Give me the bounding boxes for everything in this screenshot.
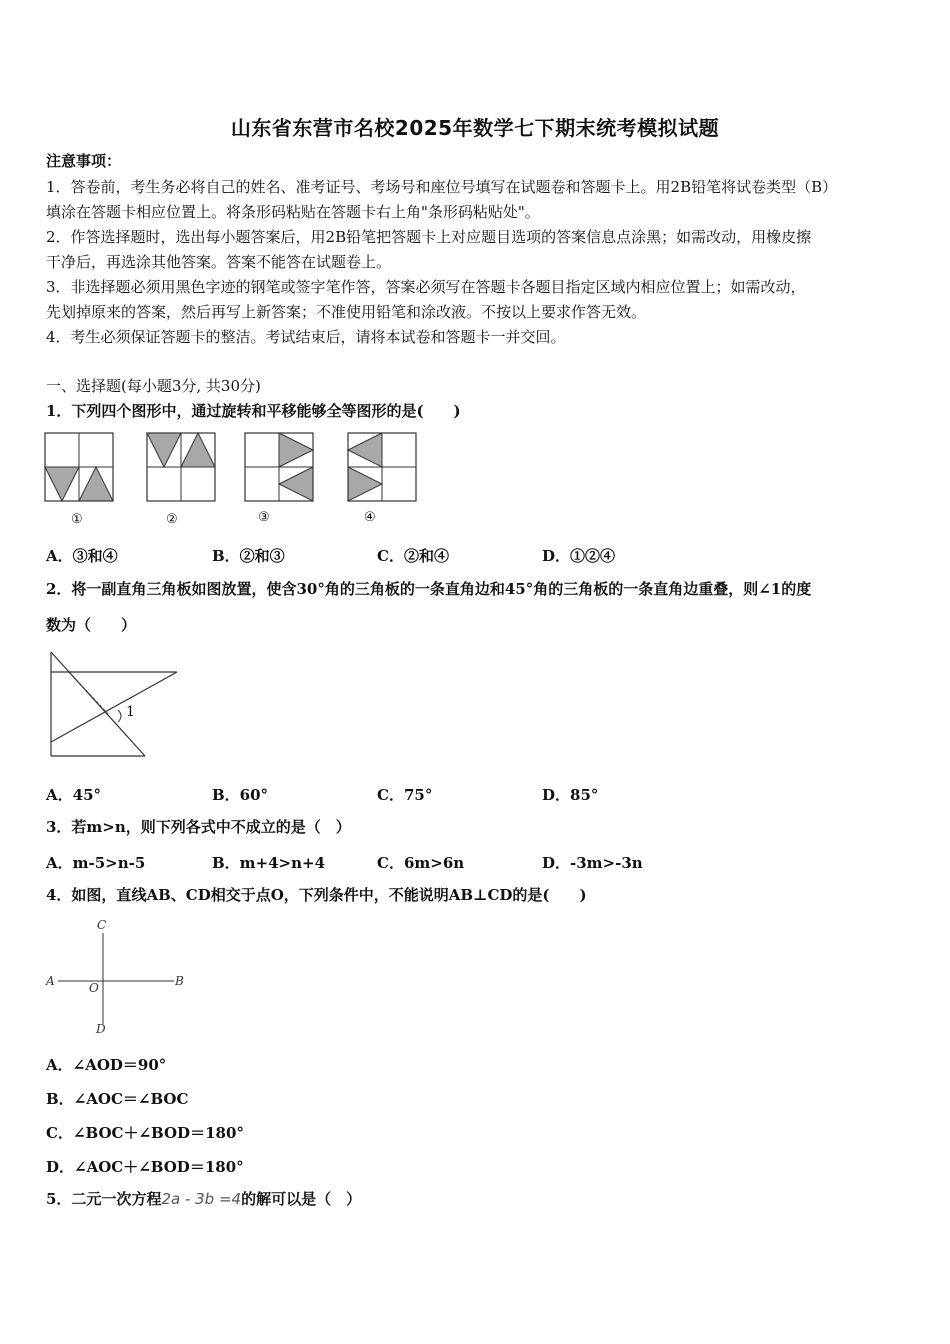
- notice-line: 4．考生必须保证答题卡的整洁。考试结束后，请将本试卷和答题卡一并交回。: [46, 328, 566, 346]
- point-o-label: O: [89, 981, 99, 995]
- q4-option-a[interactable]: A．∠AOD＝90°: [46, 1056, 167, 1074]
- q2-option-b[interactable]: B．60°: [212, 786, 269, 804]
- question-5-stem: [46, 1190, 361, 1208]
- notice-line: 填涂在答题卡相应位置上。将条形码粘贴在答题卡右上角"条形码粘贴处"。: [46, 203, 540, 221]
- question-2-figure: [44, 650, 184, 760]
- angle-1-label: 1: [126, 704, 135, 720]
- point-d-label: D: [96, 1022, 106, 1036]
- point-c-label: C: [97, 918, 107, 932]
- q4-option-b[interactable]: B．∠AOC＝∠BOC: [46, 1090, 189, 1108]
- question-4-stem: 4．如图，直线AB、CD相交于点O，下列条件中，不能说明AB⊥CD的是( ): [46, 886, 587, 904]
- question-2-stem-line2: 数为（ ）: [46, 616, 137, 634]
- q1-option-a[interactable]: A．③和④: [46, 547, 118, 565]
- q3-option-d[interactable]: D．-3m>-3n: [542, 854, 643, 872]
- question-5-suffix: 的解可以是（ ）: [241, 1190, 362, 1208]
- question-5-equation: 2a - 3b =4: [161, 1190, 242, 1208]
- q4-option-d[interactable]: D．∠AOC＋∠BOD＝180°: [46, 1158, 244, 1176]
- figure-2: [147, 433, 215, 501]
- notice-line: 干净后，再选涂其他答案。答案不能答在试题卷上。: [46, 253, 392, 271]
- question-4-figure: [44, 918, 194, 1038]
- figure-2-label: ②: [166, 512, 178, 527]
- point-a-label: A: [46, 974, 55, 988]
- q2-option-d[interactable]: D．85°: [542, 786, 599, 804]
- q3-option-c[interactable]: C．6m>6n: [377, 854, 465, 872]
- figure-3: [245, 433, 313, 501]
- figure-3-label: ③: [258, 510, 270, 525]
- question-1-stem: 1．下列四个图形中，通过旋转和平移能够全等图形的是( ): [46, 402, 461, 420]
- q4-option-c[interactable]: C．∠BOC＋∠BOD＝180°: [46, 1124, 244, 1142]
- notice-line: 先划掉原来的答案，然后再写上新答案；不准使用铅笔和涂改液。不按以上要求作答无效。: [46, 303, 647, 321]
- q2-option-c[interactable]: C．75°: [377, 786, 433, 804]
- section-heading: 一、选择题(每小题3分, 共30分): [46, 377, 261, 395]
- q1-option-d[interactable]: D．①②④: [542, 547, 616, 565]
- q1-option-c[interactable]: C．②和④: [377, 547, 449, 565]
- question-5-prefix: 5．二元一次方程: [46, 1190, 162, 1208]
- question-2-stem-line1: 2．将一副直角三角板如图放置，使含30°角的三角板的一条直角边和45°角的三角板的一条直角边重叠，则∠1的度: [46, 580, 812, 598]
- figure-1-label: ①: [71, 512, 83, 527]
- question-3-stem: 3．若m>n，则下列各式中不成立的是（ ）: [46, 818, 351, 836]
- notice-line: 3．非选择题必须用黑色字迹的钢笔或签字笔作答，答案必须写在答题卡各题目指定区域内相应位置上；如需改动，: [46, 278, 806, 296]
- q1-option-b[interactable]: B．②和③: [212, 547, 285, 565]
- notice-line: 2．作答选择题时，选出每小题答案后，用2B铅笔把答题卡上对应题目选项的答案信息点涂黑；如需改动，用橡皮擦: [46, 228, 812, 246]
- notice-heading: 注意事项：: [46, 152, 122, 170]
- q3-option-a[interactable]: A．m-5>n-5: [46, 854, 146, 872]
- q2-option-a[interactable]: A．45°: [46, 786, 102, 804]
- figure-4: [348, 433, 416, 501]
- page-title: 山东省东营市名校2025年数学七下期末统考模拟试题: [230, 116, 720, 140]
- notice-line: 1．答卷前，考生务必将自己的姓名、准考证号、考场号和座位号填写在试题卷和答题卡上。用2B铅笔将试卷类型（B）: [46, 178, 838, 196]
- point-b-label: B: [175, 974, 184, 988]
- figure-4-label: ④: [364, 510, 376, 525]
- question-1-figures: [44, 433, 424, 505]
- q3-option-b[interactable]: B．m+4>n+4: [212, 854, 326, 872]
- figure-1: [45, 433, 113, 501]
